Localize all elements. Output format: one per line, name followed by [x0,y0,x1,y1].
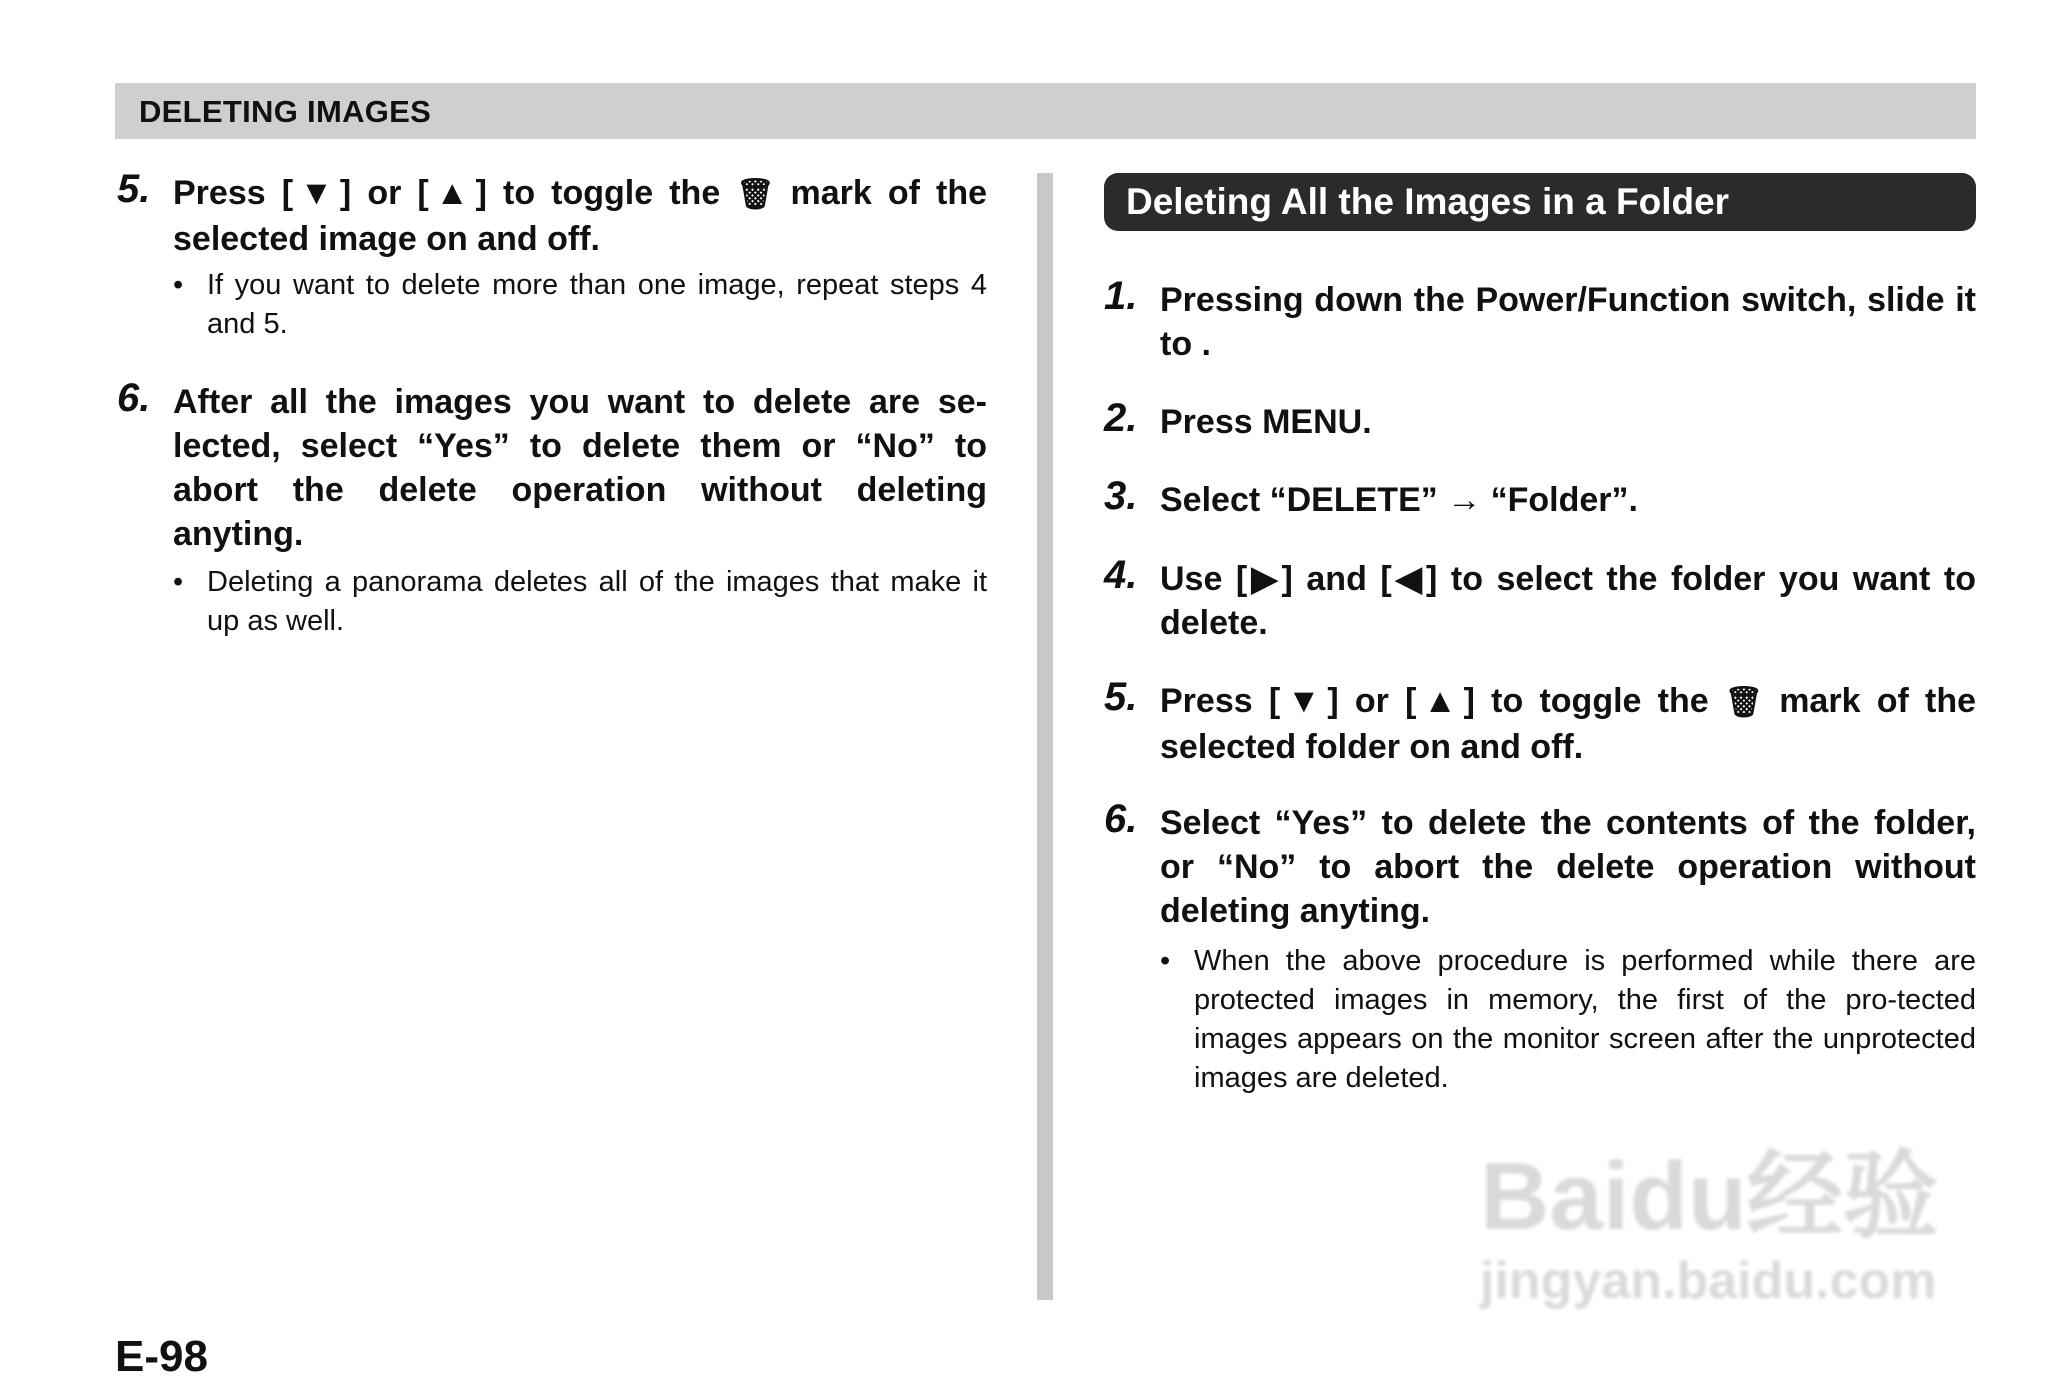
step-text: Select “Yes” to delete the contents of the folder, or “No” to abort the delete operation without deleting anyting. [1160,804,1976,930]
bullet-text: When the above procedure is performed while there are protected images in memory, the first of the pro-tected images appears on the monitor screen after the unprotected images are deleted. [1194,945,1976,1094]
step-text-part: Press [▼] or [▲] to toggle the [173,174,721,212]
section-title-pill [1104,173,1976,231]
trash-icon: 🗑 [736,178,775,211]
step-number: 4. [1104,553,1138,597]
step-text [1160,679,1976,769]
step-text [173,171,987,261]
step-text: Pressing down the Power/Function switch, slide it to . [1160,281,1976,363]
bullet-text: If you want to delete more than one image, repeat steps 4 and 5. [207,269,987,340]
step-text-part: Press [▼] or [▲] to toggle the [1160,682,1709,720]
step-bullet [173,563,987,641]
bullet-dot: • [173,566,184,598]
section-header-bar [115,83,1976,139]
step-number: 2. [1104,396,1138,440]
step-text: Use [▶] and [◀] to select the folder you want to delete. [1160,560,1976,642]
step-text-part: mark of the selected image on and off. [173,174,987,258]
step-bullet [1160,942,1976,1098]
step-number: 6. [1104,797,1138,841]
step-number: 3. [1104,474,1138,518]
baidu-watermark [1480,1120,1939,1311]
step-text: Press MENU. [1160,403,1372,441]
bullet-dot: • [173,269,184,301]
step-number: 5. [117,167,151,211]
column-divider [1037,173,1053,1300]
step-text-part: mark of the selected folder on and off. [1160,682,1977,766]
step-number: 1. [1104,274,1138,318]
page-number: E-98 [115,1332,208,1381]
bullet-dot: • [1160,945,1171,977]
step-bullet [173,266,987,344]
step-number: 5. [1104,675,1138,719]
trash-icon: 🗑 [1724,686,1763,719]
step-text: Select “DELETE” → “Folder”. [1160,481,1638,519]
step-number: 6. [117,376,151,420]
watermark-logo-text: Baidu经验 [1480,1143,1939,1250]
watermark-url: jingyan.baidu.com [1480,1252,1937,1310]
step-text: After all the images you want to delete are se-lected, select “Yes” to delete them or “No” to abort the delete operation without deleting anyting. [173,383,987,553]
section-header-title: DELETING IMAGES [139,94,432,129]
bullet-text: Deleting a panorama deletes all of the images that make it up as well. [207,566,987,637]
section-title: Deleting All the Images in a Folder [1126,181,1730,222]
